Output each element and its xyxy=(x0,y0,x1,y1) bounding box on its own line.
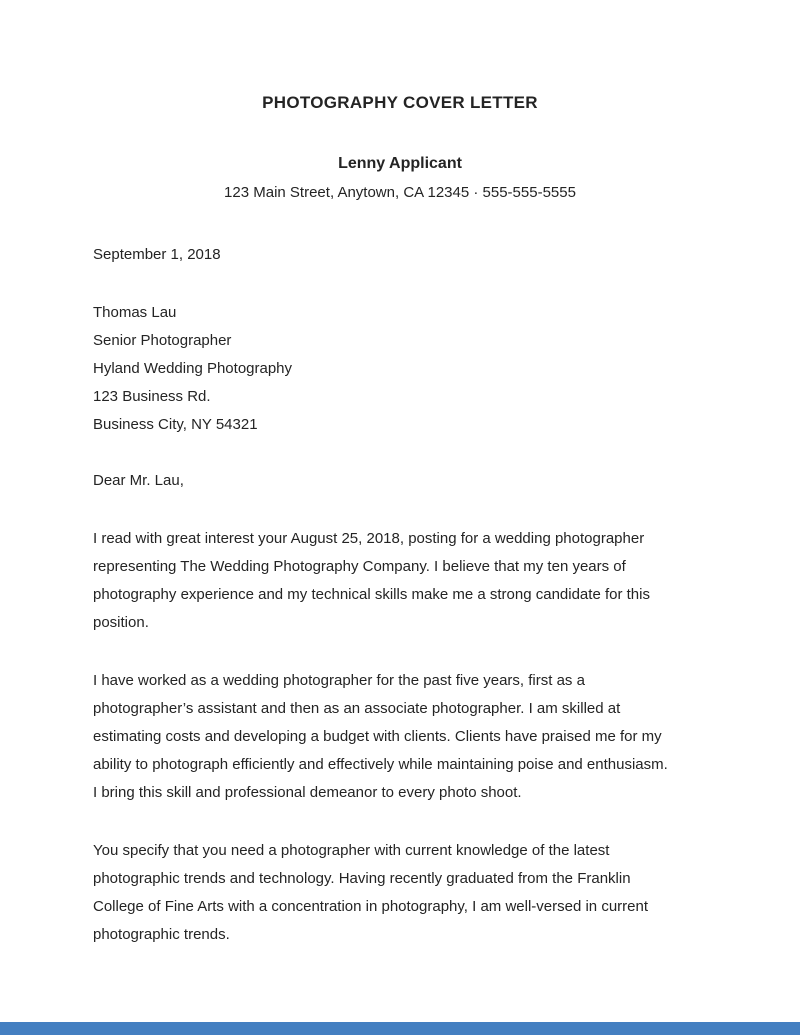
paragraph-line: estimating costs and developing a budget with clients. Clients have praised me for my xyxy=(93,728,662,745)
body-paragraph-1 xyxy=(93,525,707,637)
greeting: Dear Mr. Lau, xyxy=(93,472,184,489)
page-title: PHOTOGRAPHY COVER LETTER xyxy=(262,93,538,112)
paragraph-line: I have worked as a wedding photographer for the past five years, first as a xyxy=(93,672,585,689)
paragraph-line: position. xyxy=(93,614,149,631)
paragraph-line: You specify that you need a photographer with current knowledge of the latest xyxy=(93,842,610,859)
paragraph-line: representing The Wedding Photography Company. I believe that my ten years of xyxy=(93,558,626,575)
footer-accent-bar xyxy=(0,1022,800,1035)
recipient-city: Business City, NY 54321 xyxy=(93,416,258,433)
letter-date: September 1, 2018 xyxy=(93,246,221,263)
body-paragraph-3 xyxy=(93,837,707,949)
body-paragraph-2 xyxy=(93,667,707,807)
paragraph-line: photographic trends and technology. Having recently graduated from the Franklin xyxy=(93,870,631,887)
paragraph-line: ability to photograph efficiently and effectively while maintaining poise and enthusiasm. xyxy=(93,756,668,773)
recipient-company: Hyland Wedding Photography xyxy=(93,360,293,377)
recipient-title: Senior Photographer xyxy=(93,332,232,349)
recipient-name: Thomas Lau xyxy=(93,304,177,321)
recipient-block xyxy=(93,299,707,439)
recipient-street: 123 Business Rd. xyxy=(93,388,211,405)
paragraph-line: I read with great interest your August 25, 2018, posting for a wedding photographer xyxy=(93,530,645,547)
paragraph-line: College of Fine Arts with a concentration in photography, I am well-versed in current xyxy=(93,898,648,915)
paragraph-line: photographic trends. xyxy=(93,926,230,943)
paragraph-line: I bring this skill and professional demeanor to every photo shoot. xyxy=(93,784,522,801)
paragraph-line: photographer’s assistant and then as an associate photographer. I am skilled at xyxy=(93,700,621,717)
applicant-contact: 123 Main Street, Anytown, CA 12345 · 555-555-5555 xyxy=(224,184,576,201)
applicant-name: Lenny Applicant xyxy=(338,155,462,172)
paragraph-line: photography experience and my technical skills make me a strong candidate for this xyxy=(93,586,650,603)
